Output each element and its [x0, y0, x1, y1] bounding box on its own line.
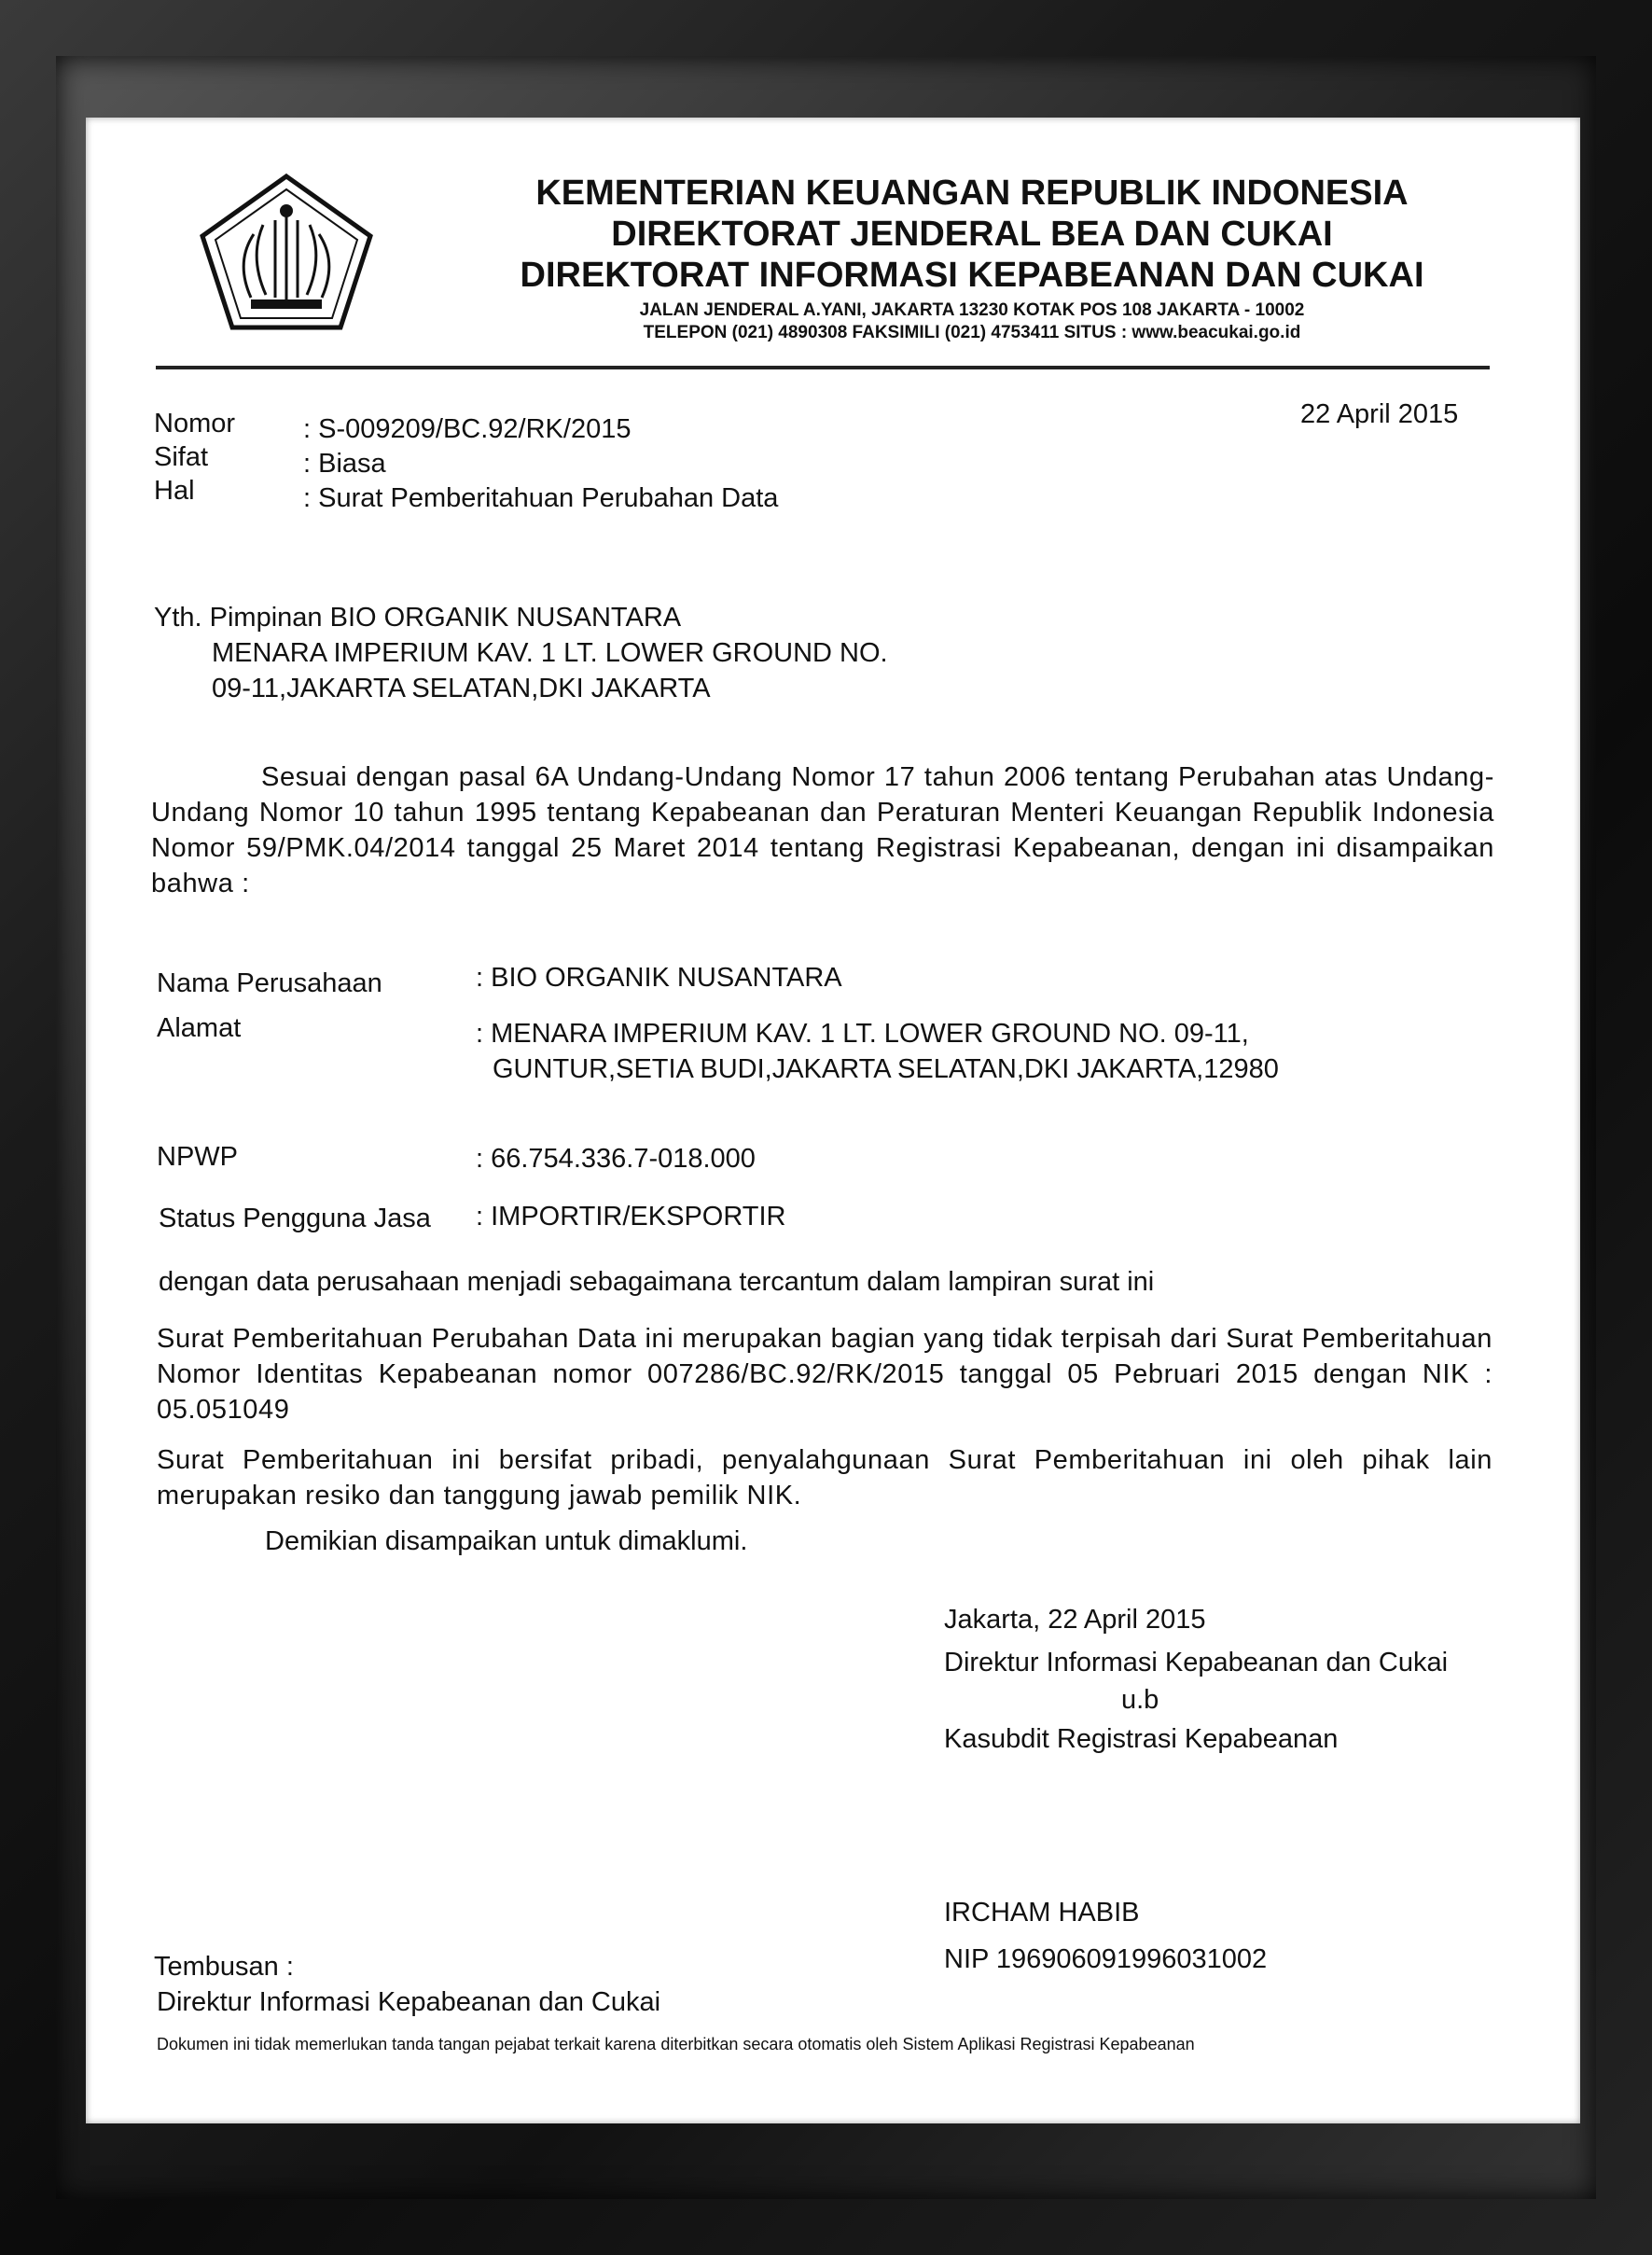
closing-line: Demikian disampaikan untuk dimaklumi. — [265, 1526, 748, 1556]
recipient-line2: MENARA IMPERIUM KAV. 1 LT. LOWER GROUND NO. — [212, 638, 888, 668]
alamat-value-line1: : MENARA IMPERIUM KAV. 1 LT. LOWER GROUND NO. 09-11, — [476, 1019, 1249, 1049]
alamat-value-line2: GUNTUR,SETIA BUDI,JAKARTA SELATAN,DKI JAKARTA,12980 — [493, 1054, 1279, 1084]
signature-ub: u.b — [1121, 1685, 1159, 1715]
letterhead-divider — [156, 366, 1490, 369]
letterhead-address: JALAN JENDERAL A.YANI, JAKARTA 13230 KOTAK POS 108 JAKARTA - 10002 — [639, 300, 1305, 320]
status-pengguna-jasa-value: : IMPORTIR/EKSPORTIR — [476, 1202, 786, 1232]
letterhead-contact: TELEPON (021) 4890308 FAKSIMILI (021) 4753411 SITUS : www.beacukai.go.id — [643, 323, 1301, 342]
signature-name: IRCHAM HABIB — [944, 1898, 1140, 1928]
data-statement: dengan data perusahaan menjadi sebagaimana tercantum dalam lampiran surat ini — [159, 1267, 1155, 1297]
signature-title1: Direktur Informasi Kepabeanan dan Cukai — [944, 1648, 1449, 1677]
alamat-label: Alamat — [157, 1013, 242, 1043]
letter-document — [86, 118, 1580, 2123]
paragraph-private-notice: Surat Pemberitahuan ini bersifat pribadi, penyalahgunaan Surat Pemberitahuan ini oleh pihak lain merupakan resiko dan tanggung jawab pemilik NIK. — [157, 1445, 1492, 1510]
signature-nip: NIP 196906091996031002 — [944, 1944, 1268, 1974]
nama-perusahaan-value: : BIO ORGANIK NUSANTARA — [476, 963, 842, 993]
sifat-value: : Biasa — [303, 449, 386, 479]
signature-place-date: Jakarta, 22 April 2015 — [944, 1605, 1206, 1635]
letter-date: 22 April 2015 — [1300, 399, 1459, 429]
opening-paragraph: Sesuai dengan pasal 6A Undang-Undang Nomor 17 tahun 2006 tentang Perubahan atas Undang-Undang Nomor 10 tahun 1995 tentang Kepabeanan dan Peraturan Menteri Keuangan Republik Indonesia Nomor 59/PMK.04/2014 tanggal 25 Maret 2014 tentang Registrasi Kepabeanan, dengan ini disampaikan bahwa : — [151, 762, 1494, 898]
ministry-emblem-icon — [193, 169, 380, 337]
hal-label: Hal — [154, 476, 195, 506]
sifat-label: Sifat — [154, 442, 209, 472]
nama-perusahaan-label: Nama Perusahaan — [157, 968, 382, 998]
signature-title2: Kasubdit Registrasi Kepabeanan — [944, 1724, 1339, 1754]
status-pengguna-jasa-label: Status Pengguna Jasa — [159, 1204, 431, 1233]
paragraph-relation: Surat Pemberitahuan Perubahan Data ini merupakan bagian yang tidak terpisah dari Surat Pemberitahuan Nomor Identitas Kepabeanan nomor 007286/BC.92/RK/2015 tanggal 05 Pebruari 2015 dengan NIK : 05.051049 — [157, 1324, 1492, 1425]
letterhead-ministry: KEMENTERIAN KEUANGAN REPUBLIK INDONESIA — [535, 174, 1409, 213]
letterhead-directorate: DIREKTORAT INFORMASI KEPABEANAN DAN CUKAI — [520, 256, 1424, 295]
hal-value: : Surat Pemberitahuan Perubahan Data — [303, 483, 779, 513]
recipient-line1: Yth. Pimpinan BIO ORGANIK NUSANTARA — [154, 603, 682, 633]
nomor-value: : S-009209/BC.92/RK/2015 — [303, 414, 632, 444]
npwp-label: NPWP — [157, 1142, 238, 1172]
tembusan-value: Direktur Informasi Kepabeanan dan Cukai — [157, 1987, 661, 2017]
nomor-label: Nomor — [154, 409, 236, 438]
recipient-line3: 09-11,JAKARTA SELATAN,DKI JAKARTA — [212, 674, 711, 703]
tembusan-label: Tembusan : — [154, 1952, 294, 1982]
letterhead-directorate-general: DIREKTORAT JENDERAL BEA DAN CUKAI — [611, 215, 1333, 254]
npwp-value: : 66.754.336.7-018.000 — [476, 1144, 756, 1174]
footer-note: Dokumen ini tidak memerlukan tanda tangan pejabat terkait karena diterbitkan secara otomatis oleh Sistem Aplikasi Registrasi Kepabeanan — [157, 2035, 1195, 2053]
